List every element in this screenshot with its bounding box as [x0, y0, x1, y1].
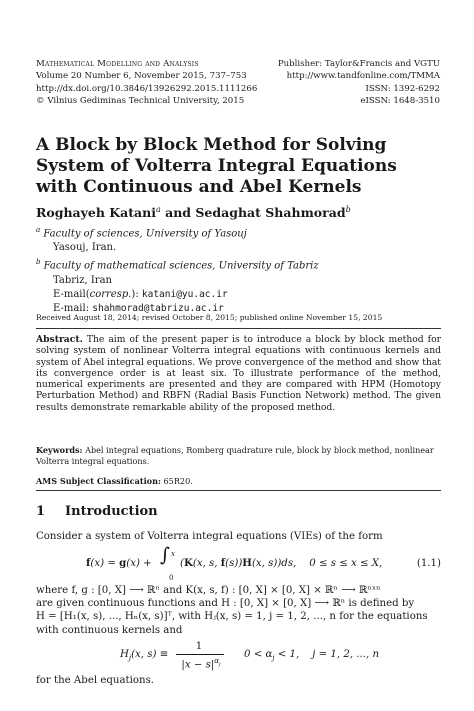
- affiliation-b-name: Faculty of mathematical sciences, University of Tabriz: [43, 260, 319, 272]
- journal-header-left: [36, 58, 257, 108]
- body-final: for the Abel equations.: [36, 675, 155, 686]
- equation-1-1: f(x) = g(x) + ∫ x 0 (K(x, s, f(s))H(x, s))ds, 0 ≤ s ≤ x ≤ X, (1.1): [86, 544, 441, 582]
- definition-line-2: are given continuous functions and H : [0, X] × [0, X] ⟶ ℝⁿ is defined by: [36, 598, 415, 610]
- affiliation-a-name: Faculty of sciences, University of Yasouj: [43, 228, 247, 240]
- section-title: Introduction: [65, 504, 158, 519]
- ams-text: 65R20.: [160, 476, 193, 486]
- keywords: [36, 445, 441, 467]
- ams-classification: [36, 476, 193, 486]
- journal-header-right: [278, 58, 440, 108]
- abstract-label: Abstract.: [36, 334, 83, 345]
- email-link-2[interactable]: shahmorad@tabrizu.ac.ir: [92, 302, 224, 314]
- author-1: Roghayeh Katani: [36, 205, 156, 221]
- affiliation-b-city: Tabriz, Iran: [53, 274, 112, 286]
- body-intro: Consider a system of Volterra integral equations (VIEs) of the form: [36, 531, 383, 542]
- equation-number: (1.1): [416, 558, 441, 569]
- abstract-top-rule: [36, 328, 441, 329]
- affiliations: [36, 223, 319, 316]
- abstract-text: The aim of the present paper is to introduce a block by block method for solving system of nonlinear Volterra integral equations with continuous kernels and system of Abel integral equations. We prove convergence of the method and show that its convergence order is at least six. To illustrate performance of the method, numerical experiments are presented and they are compared with HPM (Homotopy Perturbation Method) and RBFN (Radial Basis Function Network) method. The given results demonstrate remarkable ability of the proposed method.: [36, 334, 441, 413]
- email-second: E-mail: shahmorad@tabrizu.ac.ir: [53, 302, 224, 314]
- author-line: [36, 202, 351, 221]
- journal-url[interactable]: http://www.tandfonline.com/TMMA: [286, 71, 440, 82]
- received-dates: Received August 18, 2014; revised October 8, 2015; published online November 15, 2015: [36, 313, 383, 322]
- author-1-affil-mark: a: [155, 205, 161, 214]
- journal-copyright: © Vilnius Gediminas Technical University, 2015: [36, 96, 245, 107]
- journal-issn: ISSN: 1392-6292: [365, 83, 440, 94]
- definition-line-4: with continuous kernels and: [36, 624, 183, 636]
- body-definitions: [36, 584, 441, 637]
- section-number: 1: [36, 504, 46, 519]
- journal-eissn: eISSN: 1648-3510: [360, 96, 440, 107]
- affiliation-a-city: Yasouj, Iran.: [53, 242, 117, 254]
- abstract: [36, 334, 441, 413]
- affiliation-a: $^a$ Faculty of sciences, University of Yasouj: [36, 226, 247, 240]
- author-conjunction: and: [160, 205, 196, 221]
- author-2: Sedaghat Shahmorad: [195, 205, 346, 221]
- keywords-text: Abel integral equations, Romberg quadrature rule, block by block method, nonlinear Volterra integral equations.: [36, 445, 434, 466]
- journal-volume: Volume 20 Number 6, November 2015, 737–753: [36, 71, 247, 82]
- author-2-affil-mark: b: [345, 205, 351, 214]
- ams-label: AMS Subject Classification:: [36, 476, 161, 486]
- abstract-bottom-rule: [36, 490, 441, 491]
- email-corresponding: E-mail(corresp.): katani@yu.ac.ir: [53, 288, 228, 300]
- paper-title: A Block by Block Method for Solving System of Volterra Integral Equations with Continuous and Abel Kernels: [36, 135, 397, 197]
- email-link-1[interactable]: katani@yu.ac.ir: [141, 288, 228, 300]
- journal-publisher: Publisher: Taylor&Francis and VGTU: [277, 59, 440, 69]
- affiliation-b: $^b$ Faculty of mathematical sciences, University of Tabriz: [36, 258, 319, 272]
- journal-name: Mathematical Modelling and Analysis: [36, 59, 199, 69]
- keywords-label: Keywords:: [36, 445, 83, 455]
- section-heading: [36, 504, 158, 519]
- journal-doi[interactable]: http://dx.doi.org/10.3846/13926292.2015.1111266: [36, 83, 258, 94]
- equation-abel-kernel: $H_j(x$, s) ≡ 1 $|x - s|^{\alpha_j}$ $0 < \alpha_j < 1$, j = 1, 2, ..., n: [120, 641, 380, 671]
- definition-line-3: H = [H₁(x, s), ..., Hₙ(x, s)]ᵀ, with Hⱼ(x, s) = 1, j = 1, 2, ..., n for the equations: [36, 611, 428, 623]
- definition-line-1: where f, g : [0, X] ⟶ ℝⁿ and K(x, s, f) : [0, X] × [0, X] × ℝⁿ ⟶ ℝⁿˣⁿ: [36, 585, 381, 596]
